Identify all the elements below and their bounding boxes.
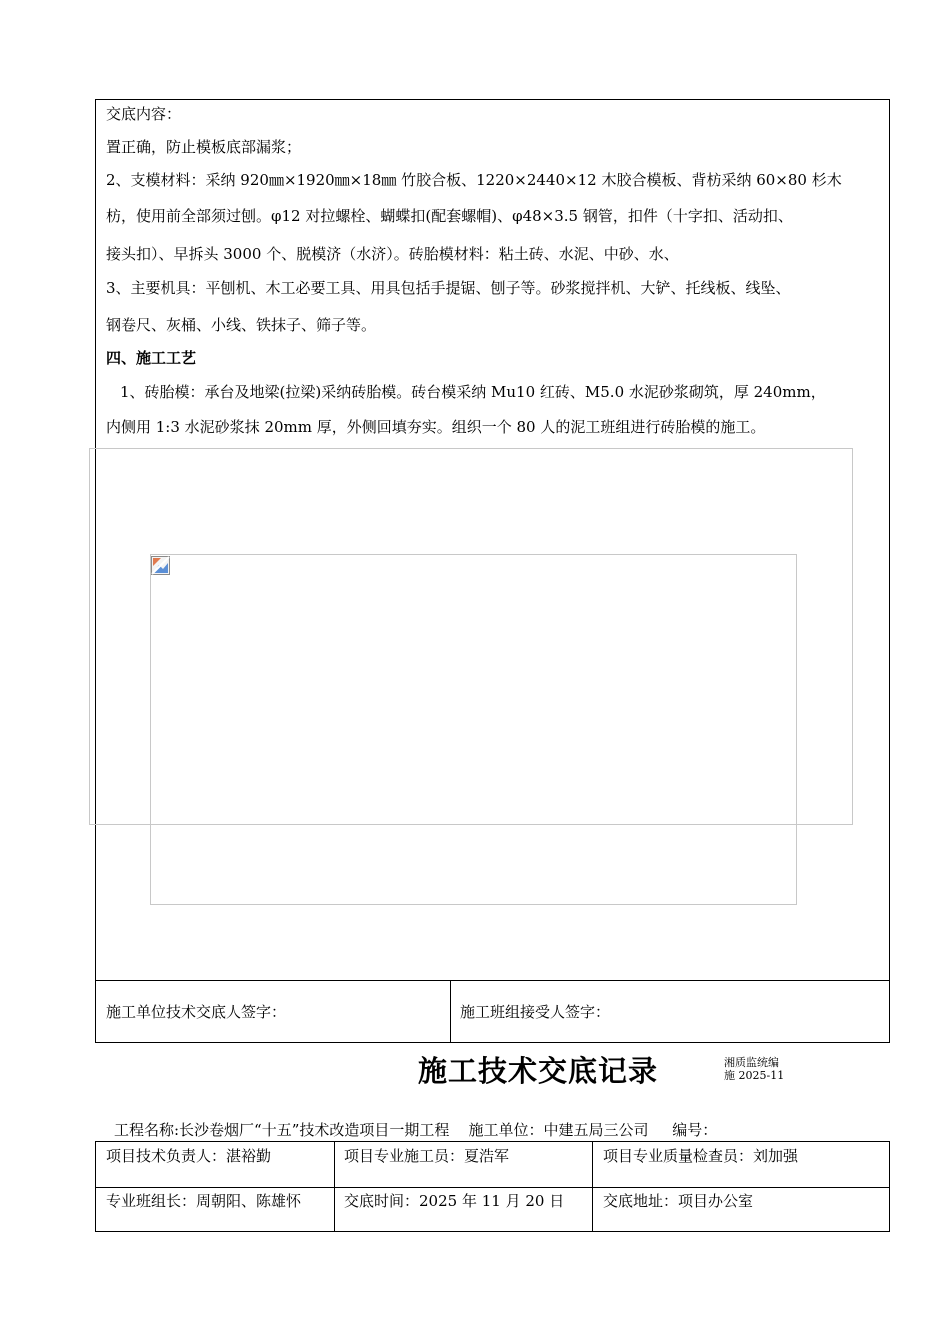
section-title: 四、施工工艺 (106, 349, 197, 367)
record-code-line-2: 施 2025-11 (724, 1069, 785, 1082)
process-line-2: 内侧用 1:3 水泥砂浆抹 20mm 厚，外侧回填夯实。组织一个 80 人的泥工班组进行砖胎模的施工。 (106, 418, 766, 436)
image-frame-inner (150, 554, 797, 905)
record-table-col-divider-2 (592, 1141, 593, 1232)
record-cell-date: 交底时间：2025 年 11 月 20 日 (344, 1192, 565, 1210)
content-line-2: 2、支模材料：采纳 920㎜×1920㎜×18㎜ 竹胶合板、1220×2440×12 木胶合模板、背枋采纳 60×80 杉木 (106, 171, 842, 189)
broken-image-icon (151, 556, 170, 575)
content-line-5: 3、主要机具：平刨机、木工必要工具、用具包括手提锯、刨子等。砂浆搅拌机、大铲、托线板、线坠、 (106, 279, 791, 297)
record-cell-tech-lead: 项目技术负责人：湛裕勤 (106, 1147, 272, 1165)
signature-right-label: 施工班组接受人签字： (460, 1003, 611, 1021)
record-cell-team-leader: 专业班组长：周朝阳、陈雄怀 (106, 1192, 302, 1210)
signature-left-label: 施工单位技术交底人签字： (106, 1003, 287, 1021)
record-table-col-divider-1 (334, 1141, 335, 1232)
content-line-4: 接头扣）、早拆头 3000 个、脱模济（水济）。砖胎模材料：粘土砖、水泥、中砂、水、 (106, 245, 679, 263)
content-line-3: 枋，使用前全部须过刨。φ12 对拉螺栓、蝴蝶扣(配套螺帽)、φ48×3.5 钢管，扣件（十字扣、活动扣、 (106, 207, 793, 225)
content-line-1: 置正确，防止模板底部漏浆； (106, 138, 302, 156)
record-cell-constructor: 项目专业施工员：夏浩军 (344, 1147, 510, 1165)
record-table-row-divider (95, 1187, 890, 1188)
project-info-line: 工程名称:长沙卷烟厂“十五”技术改造项目一期工程 施工单位：中建五局三公司 编号： (114, 1121, 718, 1139)
record-code-line-1: 湘质监统编 (724, 1056, 779, 1069)
signature-divider (450, 980, 451, 1043)
content-line-6: 钢卷尺、灰桶、小线、铁抹子、筛子等。 (106, 316, 377, 334)
record-cell-location: 交底地址：项目办公室 (603, 1192, 754, 1210)
content-heading: 交底内容： (106, 105, 182, 123)
record-title: 施工技术交底记录 (418, 1054, 659, 1088)
process-line-1: 1、砖胎模：承台及地梁(拉梁)采纳砖胎模。砖台模采纳 Mu10 红砖、M5.0 水泥砂浆砌筑，厚 240mm， (120, 383, 826, 401)
record-cell-quality-inspector: 项目专业质量检查员：刘加强 (603, 1147, 799, 1165)
